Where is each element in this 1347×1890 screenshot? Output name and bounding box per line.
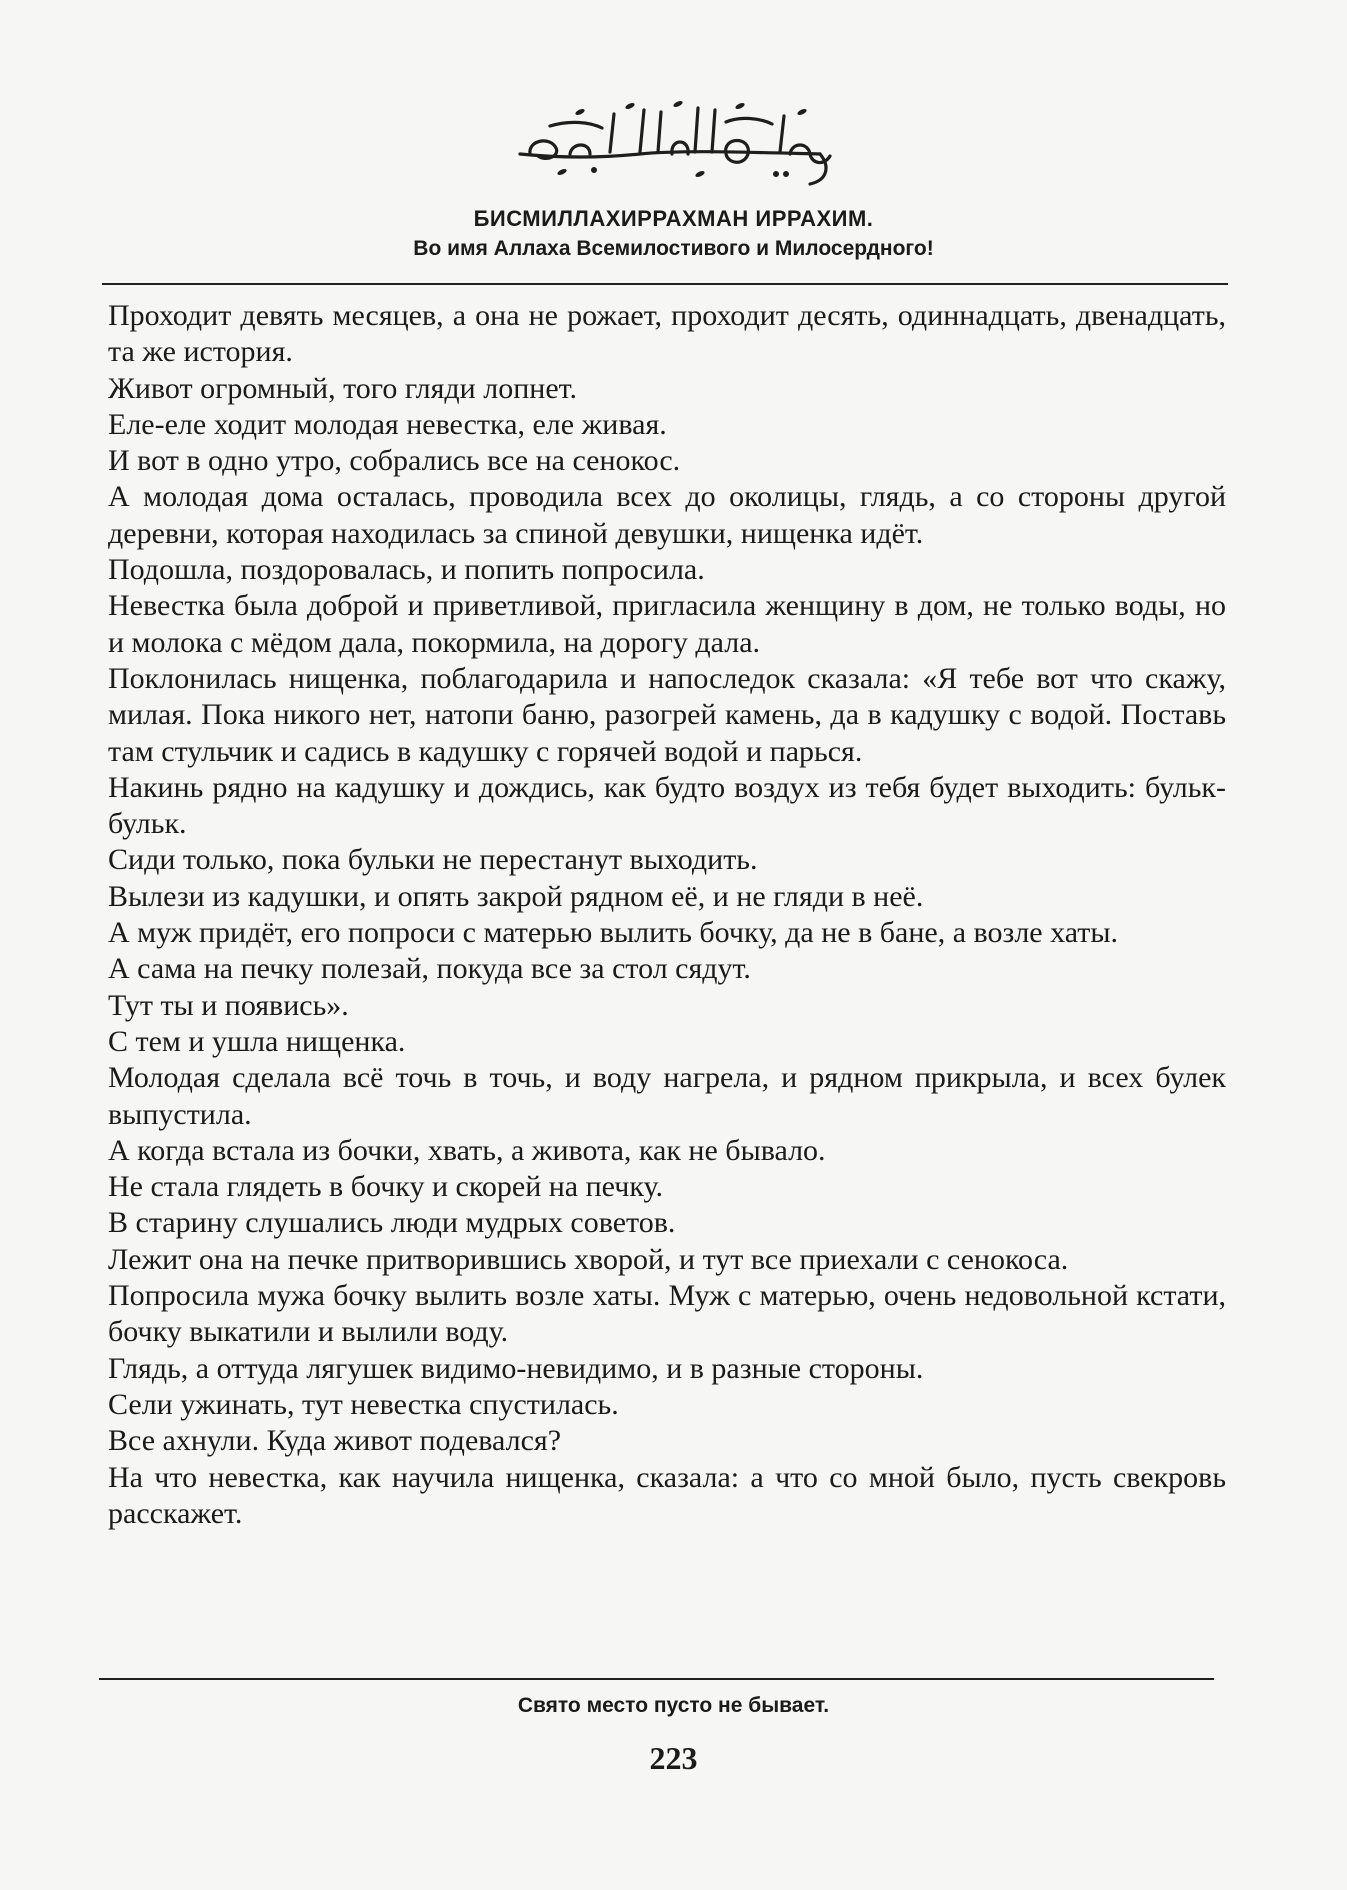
bismillah-calligraphy [490,92,850,192]
paragraph: С тем и ушла нищенка. [108,1024,406,1058]
paragraph: На что невестка, как научила нищенка, сказала: а что со мной было, пусть свекровь расскажет. [108,1460,1226,1530]
paragraph: Вылези из кадушки, и опять закрой рядном её, и не гляди в неё. [108,879,924,913]
paragraph: Невестка была доброй и приветливой, пригласила женщину в дом, не только воды, но и молока с мёдом дала, покормила, на дорогу дала. [108,589,1226,659]
paragraph: Поклонилась нищенка, поблагодарила и напоследок сказала: «Я тебе вот что скажу, милая. Пока никого нет, натопи баню, разогрей камень, да в кадушку с водой. Поставь там стульчик и садись в кадушку с горячей водой и парься. [108,661,1226,768]
paragraph: Подошла, поздоровалась, и попить попросила. [108,553,705,587]
footer-divider [99,1678,1214,1680]
paragraph: Накинь рядно на кадушку и дождись, как будто воздух из тебя будет выходить: бульк-бульк. [108,770,1226,841]
paragraph: Не стала глядеть в бочку и скорей на печку. [108,1170,663,1204]
paragraph: А сама на печку полезай, покуда все за стол сядут. [108,952,751,986]
paragraph: А муж придёт, его попроси с матерью вылить бочку, да не в бане, а возле хаты. [108,916,1119,950]
page-number: 223 [649,1740,698,1776]
paragraph: А когда встала из бочки, хвать, а живота, как не бывало. [108,1133,826,1167]
story-body [108,298,1226,1532]
paragraph: Еле-еле ходит молодая невестка, еле живая. [108,407,667,441]
paragraph: Лежит она на печке притворившись хворой, и тут все приехали с сенокоса. [108,1242,1069,1276]
paragraph: Глядь, а оттуда лягушек видимо-невидимо, и в разные стороны. [108,1351,924,1385]
paragraph: И вот в одно утро, собрались все на сенокос. [108,444,681,478]
paragraph: В старину слушались люди мудрых советов. [108,1206,676,1240]
header-title: БИСМИЛЛАХИРРАХМАН ИРРАХИМ. [473,206,874,231]
paragraph: Живот огромный, того гляди лопнет. [108,371,577,405]
paragraph: Сиди только, пока бульки не перестанут выходить. [108,843,758,877]
paragraph: Все ахнули. Куда живот подевался? [108,1424,562,1458]
paragraph: Попросила мужа бочку вылить возле хаты. Муж с матерью, очень недовольной кстати, бочку выкатили и вылили воду. [108,1279,1226,1349]
paragraph: Сели ужинать, тут невестка спустилась. [108,1387,619,1421]
paragraph: Молодая сделала всё точь в точь, и воду нагрела, и рядном прикрыла, и всех булек выпустила. [108,1061,1226,1131]
header-subtitle: Во имя Аллаха Всемилостивого и Милосердного! [413,237,934,260]
paragraph: А молодая дома осталась, проводила всех до околицы, глядь, а со стороны другой деревни, которая находилась за спиной девушки, нищенка идёт. [108,480,1226,550]
footer-proverb: Свято место пусто не бывает. [517,1694,830,1717]
paragraph: Тут ты и появись». [108,988,349,1022]
bismillah-calligraphy-drawing [490,92,850,192]
header-divider [102,283,1228,285]
paragraph: Проходит девять месяцев, а она не рожает, проходит десять, одиннадцать, двенадцать, та же история. [108,299,1226,369]
